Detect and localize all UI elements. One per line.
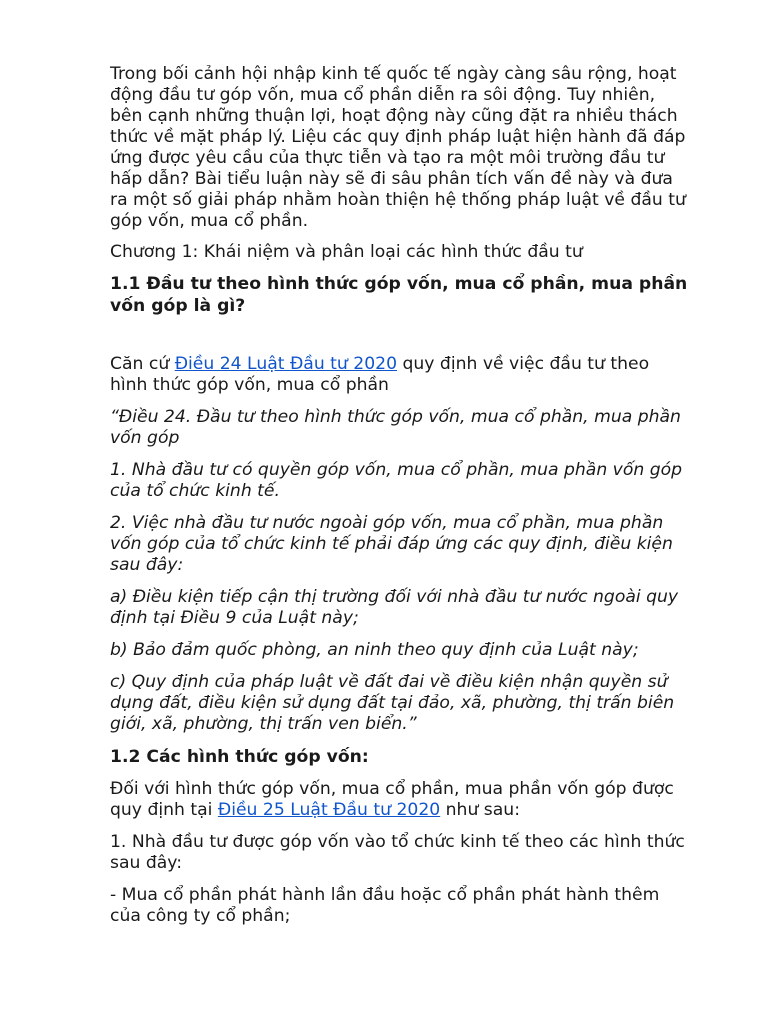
quote-point-b: b) Bảo đảm quốc phòng, an ninh theo quy định của Luật này; xyxy=(110,640,639,660)
basis-suffix: như sau: xyxy=(440,800,520,820)
quote-point-a: a) Điều kiện tiếp cận thị trường đối với nhà đầu tư nước ngoài quy định tại Điều 9 của Luật này; xyxy=(110,587,679,628)
section-1-1-heading: 1.1 Đầu tư theo hình thức góp vốn, mua cổ phần, mua phần vốn góp là gì? xyxy=(110,274,688,316)
quote-title: “Điều 24. Đầu tư theo hình thức góp vốn, mua cổ phần, mua phần vốn góp xyxy=(110,407,681,448)
basis-prefix: Căn cứ xyxy=(110,354,175,374)
quote-clause-2: 2. Việc nhà đầu tư nước ngoài góp vốn, mua cổ phần, mua phần vốn góp của tổ chức kinh tế phải đáp ứng các quy định, điều kiện sau đây: xyxy=(110,513,673,575)
intro-paragraph: Trong bối cảnh hội nhập kinh tế quốc tế ngày càng sâu rộng, hoạt động đầu tư góp vốn, mua cổ phần diễn ra sôi động. Tuy nhiên, bên cạnh những thuận lợi, hoạt động này cũng đặt ra nhiều thách thức về mặt pháp lý. Liệu các quy định pháp luật hiện hành đã đáp ứng được yêu cầu của thực tiễn và tạo ra một môi trường đầu tư hấp dẫn? Bài tiểu luận này sẽ đi sâu phân tích vấn đề này và đưa ra một số giải pháp nhằm hoàn thiện hệ thống pháp luật về đầu tư góp vốn, mua cổ phần. xyxy=(110,64,686,231)
article-24-link[interactable]: Điều 24 Luật Đầu tư 2020 xyxy=(174,354,398,374)
section-1-2-heading: 1.2 Các hình thức góp vốn: xyxy=(110,747,369,767)
section-1-2-item-1: 1. Nhà đầu tư được góp vốn vào tổ chức kinh tế theo các hình thức sau đây: xyxy=(110,832,685,873)
section-1-1-basis xyxy=(110,354,690,396)
section-1-2-basis xyxy=(110,779,690,821)
quote-point-c: c) Quy định của pháp luật về đất đai về điều kiện nhận quyền sử dụng đất, điều kiện sử dụng đất tại đảo, xã, phường, thị trấn biên giới, xã, phường, thị trấn ven biển.” xyxy=(110,672,675,734)
quote-clause-1: 1. Nhà đầu tư có quyền góp vốn, mua cổ phần, mua phần vốn góp của tổ chức kinh tế. xyxy=(110,460,683,501)
basis-prefix: Đối với hình thức góp vốn, mua cổ phần, mua phần vốn góp được quy định tại xyxy=(110,779,674,820)
basis-suffix: quy định về việc đầu tư theo hình thức góp vốn, mua cổ phần xyxy=(110,354,650,395)
article-25-link[interactable]: Điều 25 Luật Đầu tư 2020 xyxy=(217,800,441,820)
section-1-2-dash-item: - Mua cổ phần phát hành lần đầu hoặc cổ phần phát hành thêm của công ty cổ phần; xyxy=(110,885,660,926)
document-body xyxy=(110,64,690,938)
chapter-title: Chương 1: Khái niệm và phân loại các hình thức đầu tư xyxy=(110,242,583,262)
